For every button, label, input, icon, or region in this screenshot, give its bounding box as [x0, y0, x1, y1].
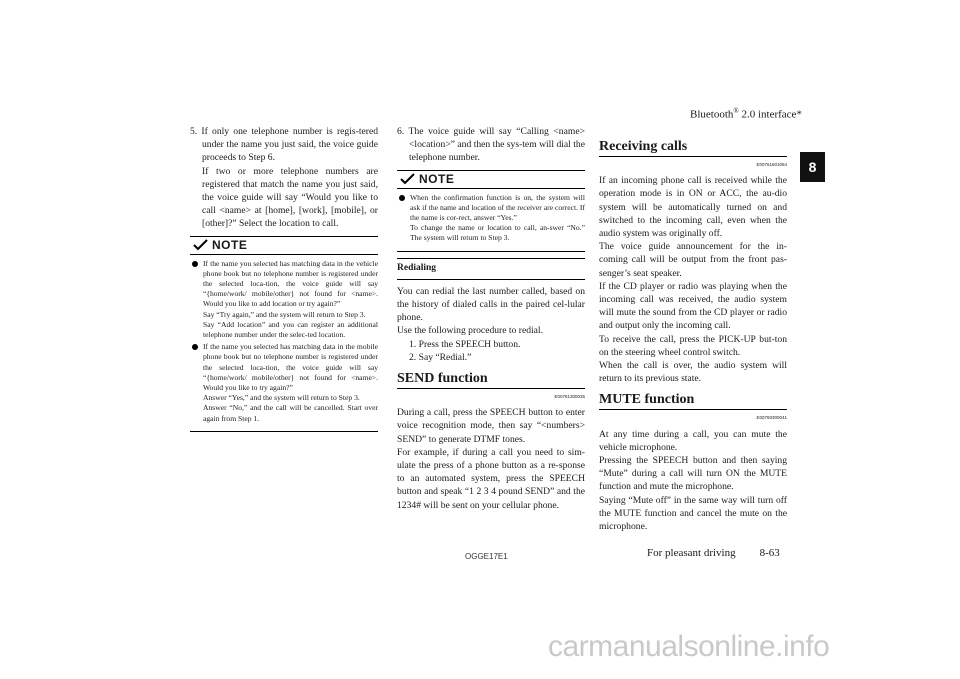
- note-label: NOTE: [419, 171, 455, 186]
- redial-step: [397, 351, 585, 364]
- redialing-paragraph: Use the following procedure to redial.: [397, 325, 543, 337]
- page-header-title: [690, 107, 802, 121]
- receiving-paragraph: If the CD player or radio was playing when the incoming call was received, the audio system will mute the sound from the CD player or radio and output only the incoming call.: [599, 280, 787, 332]
- note-header: [190, 237, 378, 255]
- pencil-check-icon: [193, 239, 208, 251]
- bullet-icon: [192, 261, 198, 267]
- section-code: E00760300041: [756, 415, 787, 421]
- note-item-text: If the name you selected has matching data in the vehicle phone book but no telephone number is registered under the selected loca-tion, the voice guide will say “{home/work/ mobile/other} not found for <name>. Would you like to add location or try again?” Say “Try again,” and the system will return to Step 3. Say “Add location” and you can register an additional telephone number under the selec-ted location.: [203, 258, 378, 340]
- redial-step-text: Say “Redial.”: [418, 351, 472, 363]
- header-title-text: Bluetooth: [690, 108, 734, 121]
- send-function-title: SEND function: [397, 371, 488, 387]
- note-item: [203, 259, 378, 341]
- section-code: E00761601064: [756, 162, 787, 167]
- bullet-icon: [399, 195, 405, 201]
- send-paragraph: For example, if during a call you need to sim-ulate the press of a phone button as a re-sponse to an automated system, press the SPEECH button and speak “1 2 3 4 pound SEND” and the 1234# will be sent on your cellular phone.: [397, 446, 585, 511]
- redialing-heading: Redialing: [397, 258, 585, 280]
- note-label: NOTE: [212, 237, 248, 252]
- note-box: [190, 236, 378, 432]
- step-6: [397, 125, 585, 165]
- note-header: [397, 171, 585, 189]
- step-number: 2.: [409, 351, 417, 363]
- mute-paragraph: Pressing the SPEECH button and then saying “Mute” during a call will turn ON the MUTE function and mute the microphone.: [599, 455, 787, 493]
- bullet-icon: [192, 344, 198, 350]
- note-body: [397, 193, 585, 244]
- step-5: [190, 125, 378, 165]
- step-number: 6.: [397, 126, 405, 137]
- receiving-calls-title: Receiving calls: [599, 139, 688, 154]
- receiving-paragraph: If an incoming phone call is received while the operation mode is in ON or ACC, the au-dio system will be automatically turned on and switched to the incoming call, even when the audio system was originally off.: [599, 175, 787, 240]
- send-paragraph: During a call, press the SPEECH button to enter voice recognition mode, then say “<numbers> SEND” to generate DTMF tones.: [397, 407, 585, 445]
- footer-code: OGGE17E1: [465, 552, 508, 561]
- receiving-paragraph: When the call is over, the audio system will return to its previous state.: [599, 360, 787, 385]
- header-title-rest: 2.0 interface*: [738, 108, 802, 121]
- redial-step-text: Press the SPEECH button.: [418, 338, 521, 350]
- mute-function-heading-row: [599, 392, 787, 410]
- page-number: 8-63: [759, 547, 780, 559]
- step-5-text-2: If two or more telephone numbers are registered that match the name you just said, the voice guide will say “Would you like to call <name> at [home], [work], [mobile], or [other]?” Select the location to call.: [202, 165, 378, 230]
- column-3: [599, 125, 787, 533]
- registered-mark: ®: [733, 107, 739, 115]
- note-item: [410, 193, 585, 244]
- step-5-text: If only one telephone number is regis-tered under the name you just said, the voice guide proceeds to Step 6.: [201, 126, 378, 164]
- note-item: [203, 342, 378, 424]
- mute-paragraph: Saying “Mute off” in the same way will turn off the MUTE function and cancel the mute on the microphone.: [599, 494, 787, 533]
- step-6-text: The voice guide will say “Calling <name> <location>” and then the sys-tem will dial the telephone number.: [408, 126, 585, 164]
- receiving-calls-heading-row: [599, 139, 787, 157]
- note-box: [397, 170, 585, 252]
- note-item-text: When the confirmation function is on, the system will ask if the name and location of the receiver are correct. If the name is cor-rect, answer “Yes.” To change the name or location to call, an-swer “No.” The system will return to Step 3.: [410, 192, 585, 243]
- send-function-heading-row: [397, 371, 585, 389]
- chapter-tab: 8: [800, 152, 825, 182]
- step-number: 1.: [409, 338, 417, 350]
- footer-section: [647, 547, 780, 559]
- mute-paragraph: At any time during a call, you can mute the vehicle microphone.: [599, 428, 787, 453]
- redialing-paragraph: You can redial the last number called, based on the history of dialed calls in the paired cel-lular phone.: [397, 285, 585, 324]
- mute-function-title: MUTE function: [599, 392, 695, 408]
- section-code: E00761300035: [554, 394, 585, 400]
- pencil-check-icon: [400, 173, 415, 185]
- step-number: 5.: [190, 126, 198, 137]
- watermark-text: carmanualsonline.info: [548, 630, 830, 663]
- column-2: [397, 125, 585, 512]
- note-item-text: If the name you selected has matching data in the mobile phone book but no telephone number is registered under the selected loca-tion, the voice guide will say “{home/work/ mobile/other} not found for <name>. Would you like to try again?” Answer “Yes,” and the system will return to Step 3. Answer “No,” and the call will be cancelled. Start over again from Step 1.: [203, 342, 378, 423]
- column-1: [190, 125, 378, 432]
- footer-section-label: For pleasant driving: [647, 547, 736, 559]
- redial-step: [397, 338, 585, 351]
- receiving-paragraph: The voice guide announcement for the in-coming call will be output from the front pas-senger’s seat speaker.: [599, 241, 787, 279]
- receiving-paragraph: To receive the call, press the PICK-UP but-ton on the steering wheel control switch.: [599, 333, 787, 358]
- note-body: [190, 259, 378, 424]
